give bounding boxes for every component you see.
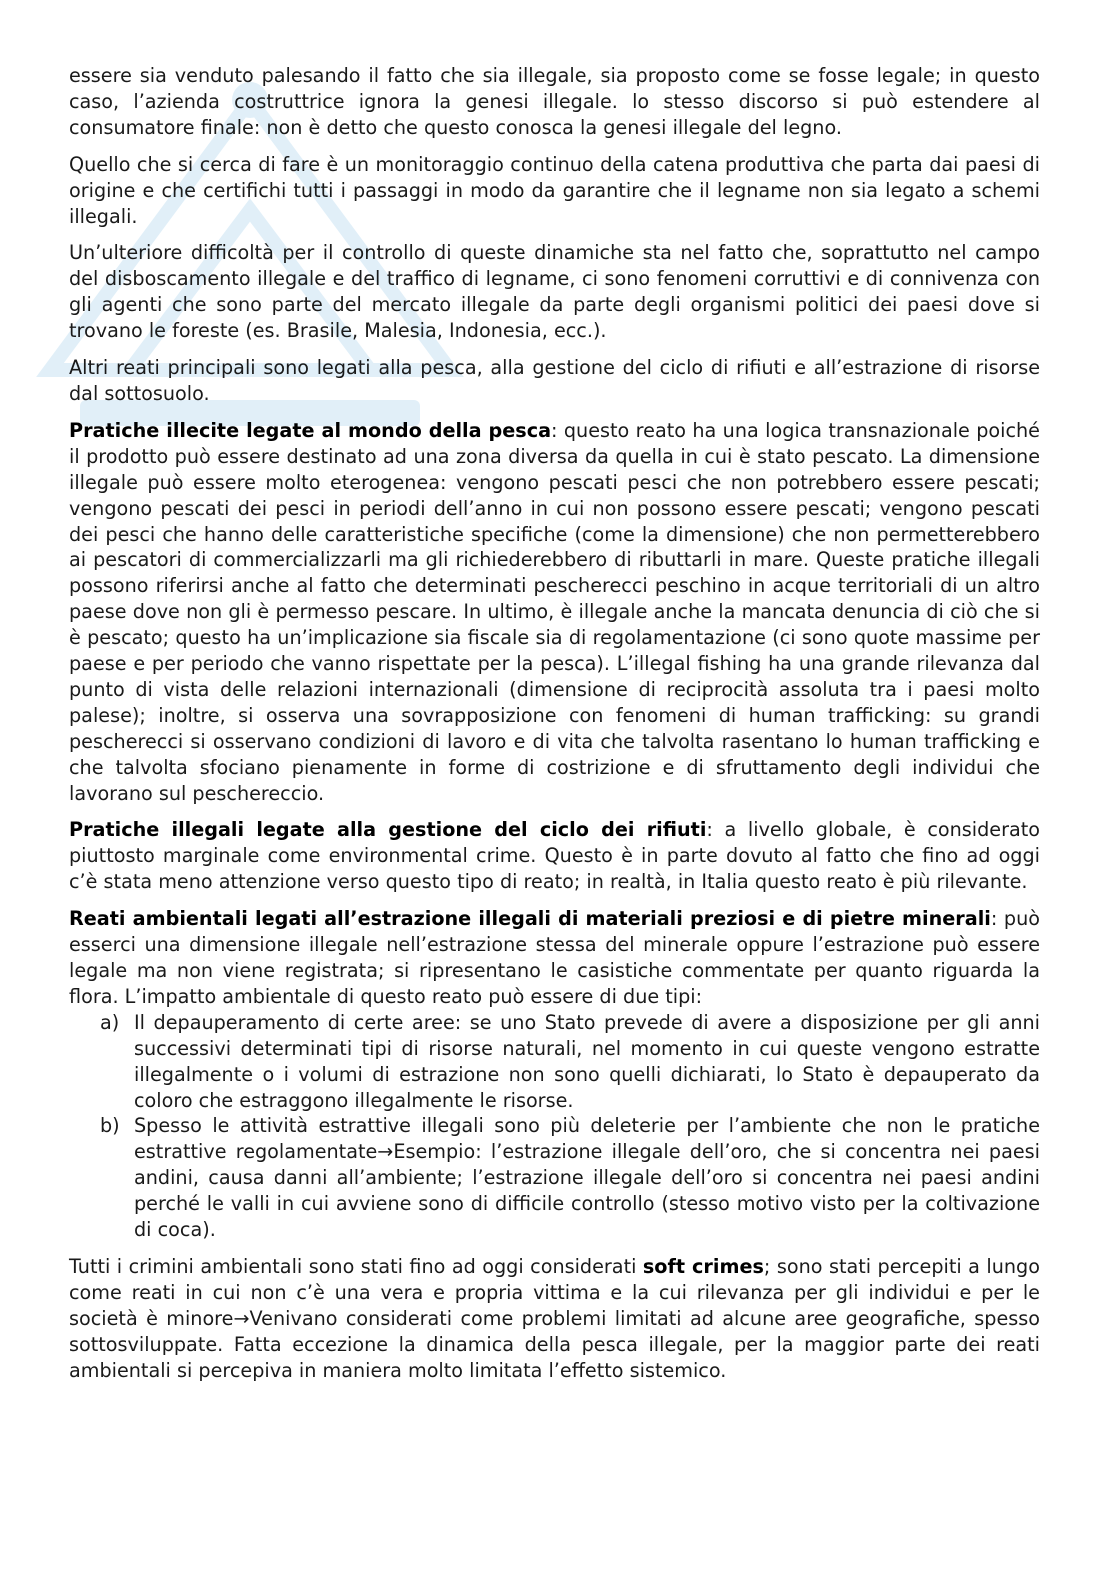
fishing-text: : questo reato ha una logica transnazionale poiché il prodotto può essere destinato ad una zona diversa da quella in cui è stato pescato. La dimensione illegale può essere molto eterogenea: vengono pescati pesci che non potrebbero essere pescati; vengono pescati dei pesci in periodi dell’anno in cui non possono essere pescati; vengono pescati dei pesci che hanno delle caratteristiche specifiche (come la dimensione) che non permetterebbero ai pescatori di commercializzarli ma gli richiederebbero di ributtarli in mare. Queste pratiche illegali possono riferirsi anche al fatto che determinati pescherecci peschino in acque territoriali di un altro paese dove non gli è permesso pescare. In ultimo, è illegale anche la mancata denuncia di ciò che si è pescato; questo ha un’implicazione sia fiscale sia di regolamentazione (ci sono quote massime per paese e per periodo che vanno rispettate per la pesca). L’illegal fishing ha una grande rilevanza dal punto di vista delle relazioni internazionali (dimensione di reciprocità assoluta tra i paesi molto palese); inoltre, si osserva una sovrapposizione con fenomeni di human trafficking: su grandi pescherecci si osservano condizioni di lavoro e di vita che talvolta rasentano lo human trafficking e che talvolta sfociano pienamente in forme di costrizione e di sfruttamento degli individui che lavorano sul peschereccio.: [69, 418, 1040, 805]
paragraph-4: Altri reati principali sono legati alla pesca, alla gestione del ciclo di rifiuti e all’estrazione di risorse dal sottosuolo.: [69, 356, 1040, 405]
list-item-b: [69, 1113, 1040, 1243]
list-marker: a): [100, 1010, 120, 1034]
heading-waste: Pratiche illegali legate alla gestione del ciclo dei rifiuti: [69, 818, 707, 842]
list-item-text: Spesso le attività estrattive illegali sono più deleterie per l’ambiente che non le pratiche estrattive regolamentate: [134, 1114, 1040, 1164]
paragraph-waste: [69, 817, 1040, 895]
list-marker: b): [100, 1114, 120, 1138]
paragraph-fishing: [69, 418, 1040, 807]
list-item-a: [69, 1010, 1040, 1114]
term-soft-crimes: soft crimes: [642, 1254, 764, 1278]
waste-text: : a livello globale, è considerato piuttosto marginale come environmental crime. Questo è in parte dovuto al fatto che fino ad oggi c’è stata meno attenzione verso questo tipo di reato; in realtà, in Italia questo reato è più rilevante.: [69, 818, 1040, 894]
paragraph-1: essere sia venduto palesando il fatto che sia illegale, sia proposto come se fosse legale; in questo caso, l’azienda costruttrice ignora la genesi illegale. lo stesso discorso si può estendere al consumatore finale: non è detto che questo conosca la genesi illegale del legno.: [69, 64, 1040, 139]
heading-fishing: Pratiche illecite legate al mondo della pesca: [69, 418, 552, 442]
soft-crimes-text: Tutti i crimini ambientali sono stati fino ad oggi considerati: [69, 1254, 643, 1278]
heading-mining: Reati ambientali legati all’estrazione illegali di materiali preziosi e di pietre minerali: [69, 907, 991, 931]
soft-crimes-text: Venivano considerati come problemi limitati ad alcune aree geografiche, spesso sottosviluppate. Fatta eccezione la dinamica della pesca illegale, per la maggior parte dei reati ambientali si percepiva in maniera molto limitata l’effetto sistemico.: [69, 1306, 1040, 1382]
soft-crimes-text: ; sono stati percepiti a lungo come reati in cui non c’è una vera e propria vittima e la cui rilevanza per gli individui e per le società è minore: [69, 1254, 1040, 1330]
list-item-text: Esempio: l’estrazione illegale dell’oro, che si concentra nei paesi andini, causa danni all’ambiente; l’estrazione illegale dell’oro si concentra nei paesi andini perché le valli in cui avviene sono di difficile controllo (stesso motivo visto per la coltivazione di coca).: [134, 1140, 1040, 1242]
arrow-icon: →: [233, 1306, 250, 1330]
arrow-icon: →: [377, 1140, 394, 1164]
list-item-text: Il depauperamento di certe aree: se uno Stato prevede di avere a disposizione per gli anni successivi determinati tipi di risorse naturali, nel momento in cui queste vengono estratte illegalmente o i volumi di estrazione non sono quelli dichiarati, lo Stato è depauperato da coloro che estraggono illegalmente le risorse.: [134, 1010, 1040, 1112]
paragraph-3: Un’ulteriore difficoltà per il controllo di queste dinamiche sta nel fatto che, soprattutto nel campo del disboscamento illegale e del traffico di legname, ci sono fenomeni corruttivi e di connivenza con gli agenti che sono parte del mercato illegale da parte degli organismi politici dei paesi dove si trovano le foreste (es. Brasile, Malesia, Indonesia, ecc.).: [69, 241, 1040, 343]
paragraph-mining: [69, 906, 1040, 1010]
impact-list: [69, 1010, 1040, 1243]
paragraph-soft-crimes: [69, 1254, 1040, 1384]
mining-text: : può esserci una dimensione illegale nell’estrazione stessa del minerale oppure l’estrazione può essere legale ma non viene registrata; si ripresentano le casistiche commentate per quanto riguarda la flora. L’impatto ambientale di questo reato può essere di due tipi:: [69, 907, 1040, 1008]
document-body: [69, 63, 1040, 1395]
paragraph-2: Quello che si cerca di fare è un monitoraggio continuo della catena produttiva che parta dai paesi di origine e che certifichi tutti i passaggi in modo da garantire che il legname non sia legato a schemi illegali.: [69, 152, 1040, 228]
